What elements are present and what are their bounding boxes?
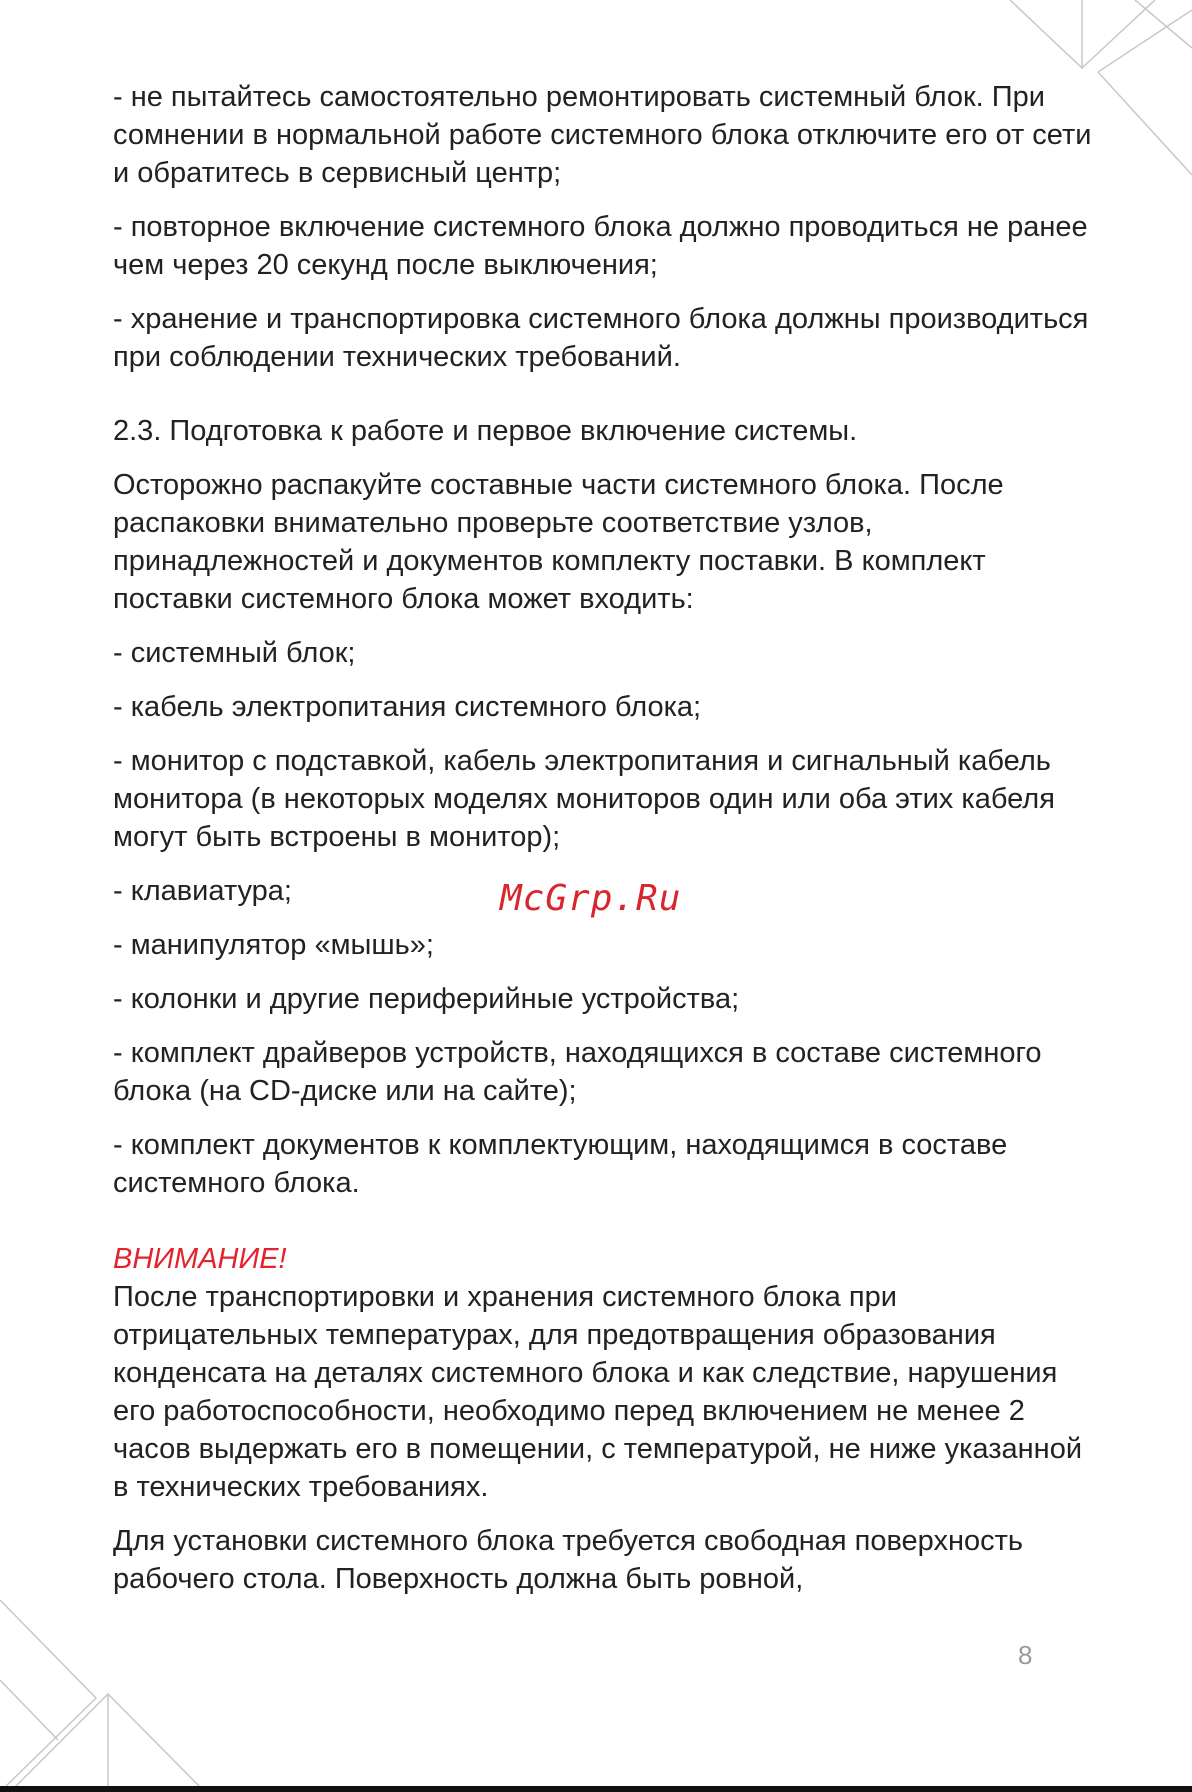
paragraph-power-on-delay: - повторное включение системного блока должно проводиться не ранее чем через 20 секунд после выключения; <box>113 211 1088 281</box>
list-item: - колонки и другие периферийные устройства; <box>113 983 740 1015</box>
list-item: - системный блок; <box>113 637 356 669</box>
paragraph-warning-text: После транспортировки и хранения системного блока при отрицательных температурах, для предотвращения образования конденсата на деталях системного блока и как следствие, нарушения его работоспособности, необходимо перед включением не менее 2 часов выдержать его в помещении, с температурой, не ниже указанной в технических требованиях. <box>113 1281 1083 1503</box>
list-item: - клавиатура; <box>113 875 292 907</box>
section-heading: 2.3. Подготовка к работе и первое включение системы. <box>113 415 858 447</box>
paragraph-storage-transport: - хранение и транспортировка системного блока должны производиться при соблюдении технических требований. <box>113 303 1089 373</box>
warning-title: ВНИМАНИЕ! <box>113 1243 287 1275</box>
bottom-border <box>0 1786 1192 1792</box>
list-item: - монитор с подставкой, кабель электропитания и сигнальный кабель монитора (в некоторых моделях мониторов один или оба этих кабеля могут быть встроены в монитор); <box>113 745 1055 853</box>
page-number: 8 <box>1018 1640 1033 1670</box>
list-item: - комплект драйверов устройств, находящихся в составе системного блока (на CD-диске или на сайте); <box>113 1037 1042 1107</box>
paragraph-installation: Для установки системного блока требуется свободная поверхность рабочего стола. Поверхность должна быть ровной, <box>113 1525 1024 1595</box>
list-item: - комплект документов к комплектующим, находящимся в составе системного блока. <box>113 1129 1008 1199</box>
paragraph-repair-warning: - не пытайтесь самостоятельно ремонтировать системный блок. При сомнении в нормальной работе системного блока отключите его от сети и обратитесь в сервисный центр; <box>113 81 1092 189</box>
paragraph-unpacking-intro: Осторожно распакуйте составные части системного блока. После распаковки внимательно проверьте соответствие узлов, принадлежностей и документов комплекту поставки. В комплект поставки системного блока может входить: <box>113 469 1004 615</box>
document-body <box>113 78 1093 1598</box>
list-item: - манипулятор «мышь»; <box>113 929 434 961</box>
watermark: McGrp.Ru <box>500 878 682 919</box>
list-item: - кабель электропитания системного блока; <box>113 691 702 723</box>
